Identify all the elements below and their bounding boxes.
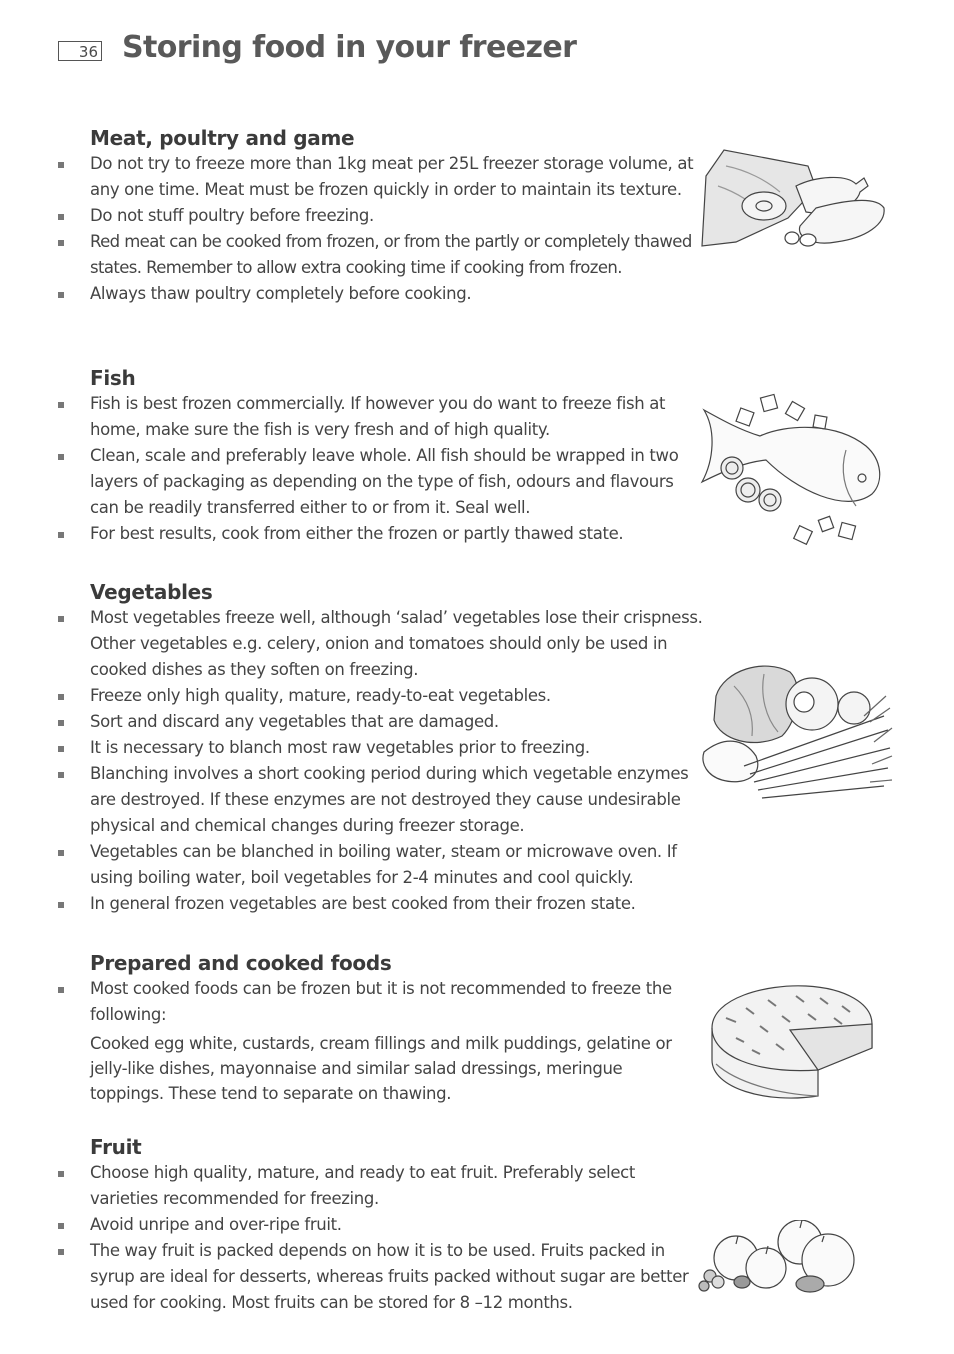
list-item: Blanching involves a short cooking period during which vegetable enzymes are destroyed. If these enzymes are not destroyed they cause undesirable physical and chemical changes during freezer storage. xyxy=(0,761,710,839)
vegetables-illustration xyxy=(694,656,894,812)
list-item: Clean, scale and preferably leave whole. All fish should be wrapped in two layers of packaging as depending on the type of fish, odours and flavours can be readily transferred either to or from it. Seal well. xyxy=(0,443,700,521)
list-item: Most cooked foods can be frozen but it is not recommended to freeze the following: xyxy=(0,976,700,1028)
section-heading: Fruit xyxy=(90,1135,142,1159)
list-item: Freeze only high quality, mature, ready-to-eat vegetables. xyxy=(0,683,710,709)
list-item: Avoid unripe and over-ripe fruit. xyxy=(0,1212,700,1238)
list-item: Do not stuff poultry before freezing. xyxy=(0,203,700,229)
section-heading: Meat, poultry and game xyxy=(90,126,355,150)
section-heading: Prepared and cooked foods xyxy=(90,951,392,975)
page-number: 36 xyxy=(58,41,102,61)
list-item: Always thaw poultry completely before cooking. xyxy=(0,281,700,307)
section-heading: Fish xyxy=(90,366,136,390)
list-item: In general frozen vegetables are best cooked from their frozen state. xyxy=(0,891,710,917)
list-item: Red meat can be cooked from frozen, or from the partly or completely thawed states. Remember to allow extra cooking time if cooking from frozen. xyxy=(0,229,700,281)
fruit-illustration xyxy=(696,1220,860,1296)
bullet-list xyxy=(0,605,710,917)
bullet-list xyxy=(0,1160,700,1316)
bullet-list xyxy=(0,391,700,547)
list-item: The way fruit is packed depends on how it is to be used. Fruits packed in syrup are ideal for desserts, whereas fruits packed without sugar are better used for cooking. Most fruits can be stored for 8 –12 months. xyxy=(0,1238,700,1316)
list-item: Sort and discard any vegetables that are damaged. xyxy=(0,709,710,735)
list-item: Vegetables can be blanched in boiling water, steam or microwave oven. If using boiling water, boil vegetables for 2-4 minutes and cool quickly. xyxy=(0,839,710,891)
list-item: Do not try to freeze more than 1kg meat per 25L freezer storage volume, at any one time. Meat must be frozen quickly in order to maintain its texture. xyxy=(0,151,700,203)
section-heading: Vegetables xyxy=(90,580,213,604)
list-item: Fish is best frozen commercially. If however you do want to freeze fish at home, make sure the fish is very fresh and of high quality. xyxy=(0,391,700,443)
paragraph: Cooked egg white, custards, cream fillings and milk puddings, gelatine or jelly-like dishes, mayonnaise and similar salad dressings, meringue toppings. These tend to separate on thawing. xyxy=(90,1034,672,1103)
page-title: Storing food in your freezer xyxy=(122,30,577,65)
quiche-illustration xyxy=(706,978,876,1104)
list-item: Most vegetables freeze well, although ‘salad’ vegetables lose their crispness. Other vegetables e.g. celery, onion and tomatoes should only be used in cooked dishes as they soften on freezing. xyxy=(0,605,710,683)
fish-illustration xyxy=(696,390,886,550)
bullet-list xyxy=(0,976,700,1028)
list-item: Choose high quality, mature, and ready to eat fruit. Preferably select varieties recommended for freezing. xyxy=(0,1160,700,1212)
meat-poultry-illustration xyxy=(696,146,888,252)
list-item: For best results, cook from either the frozen or partly thawed state. xyxy=(0,521,700,547)
list-item: It is necessary to blanch most raw vegetables prior to freezing. xyxy=(0,735,710,761)
bullet-list xyxy=(0,151,700,307)
